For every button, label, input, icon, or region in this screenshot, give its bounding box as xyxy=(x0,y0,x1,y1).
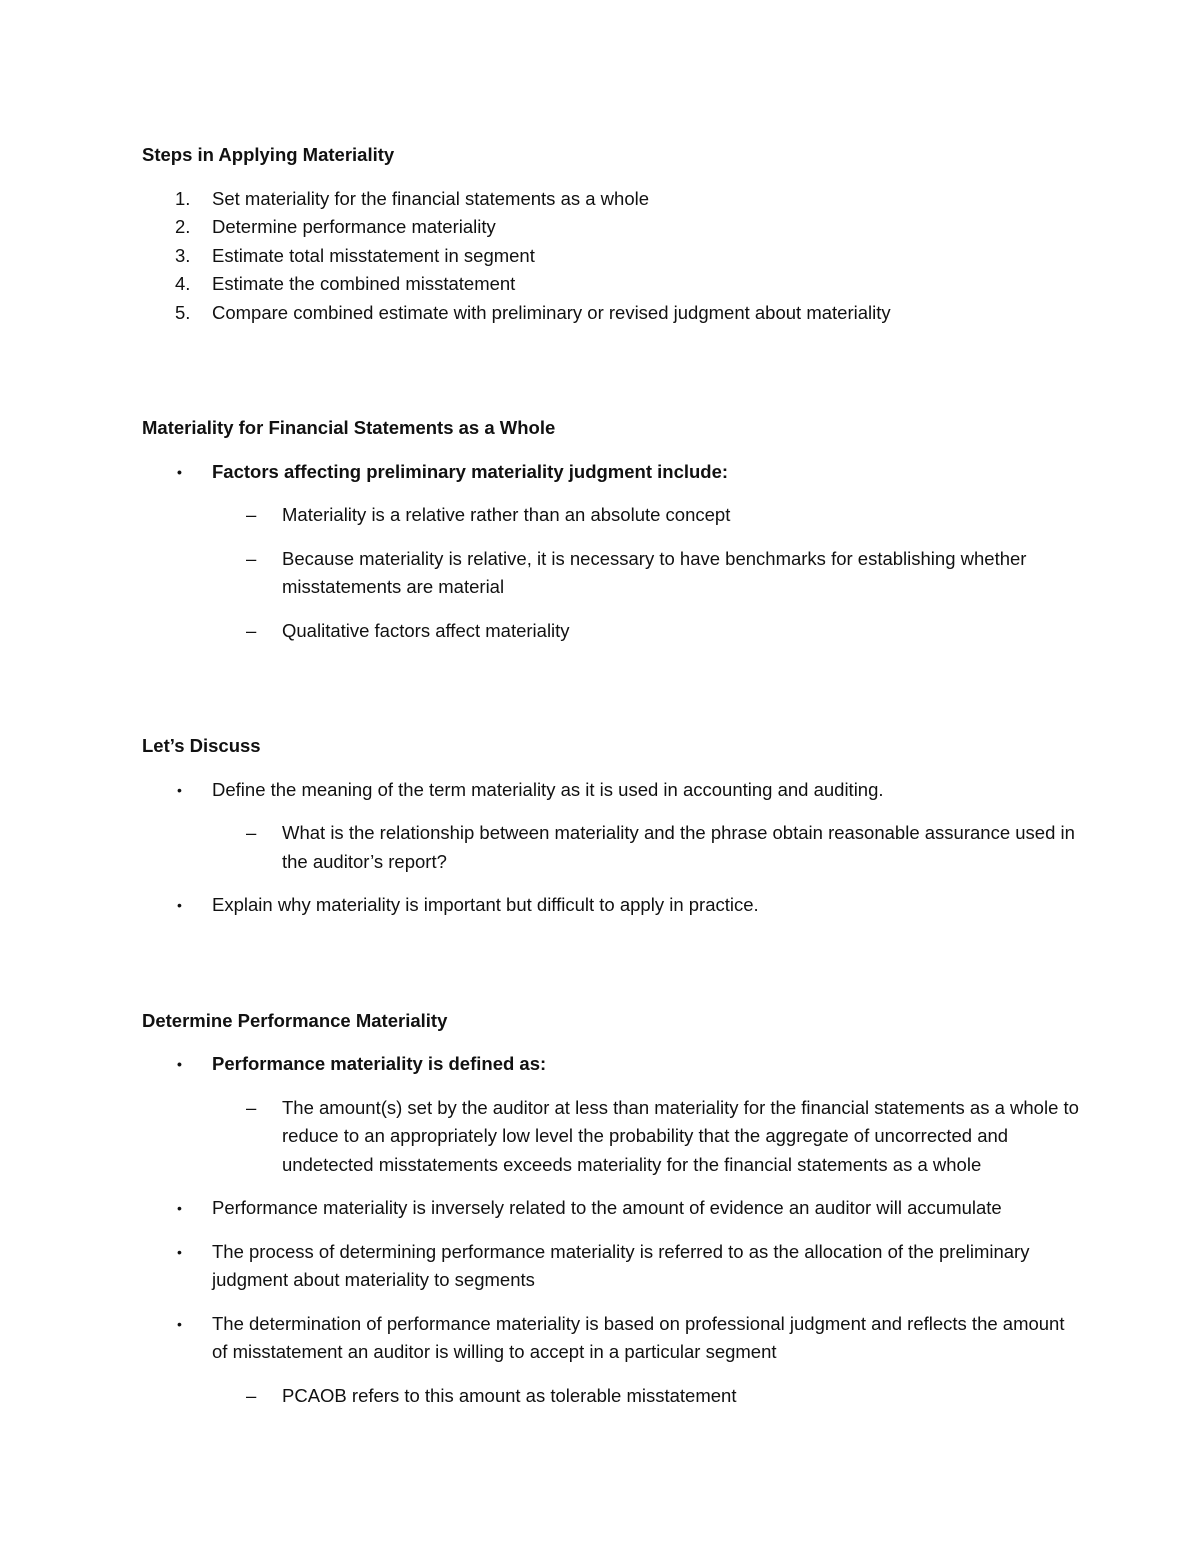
dash-marker: – xyxy=(246,1384,257,1406)
bullet-item xyxy=(142,1310,1082,1367)
list-item-text: Estimate the combined misstatement xyxy=(212,273,516,294)
bullet-list xyxy=(142,776,1082,805)
bullet-text: Define the meaning of the term materiality as it is used in accounting and auditing. xyxy=(212,778,884,800)
list-item-text: Set materiality for the financial statements as a whole xyxy=(212,187,650,209)
list-number: 2. xyxy=(175,216,191,237)
bullet-item xyxy=(142,776,1082,805)
dash-text: What is the relationship between materiality and the phrase obtain reasonable assurance used in the auditor’s report? xyxy=(282,822,1075,872)
dash-list xyxy=(142,819,1082,876)
bullet-marker: • xyxy=(177,1315,182,1332)
section-heading: Let’s Discuss xyxy=(142,735,261,756)
bullet-text: The determination of performance materiality is based on professional judgment and reflects the amount of misstatement an auditor is willing to accept in a particular segment xyxy=(212,1312,1065,1362)
list-number: 1. xyxy=(175,187,191,209)
dash-item xyxy=(142,819,1082,876)
dash-text: Materiality is a relative rather than an absolute concept xyxy=(282,504,731,525)
section-determine-performance-materiality xyxy=(142,1007,1082,1411)
list-number: 5. xyxy=(175,301,191,323)
bullet-marker: • xyxy=(177,1243,182,1260)
dash-item xyxy=(142,545,1082,602)
section-steps-in-applying-materiality xyxy=(142,141,1082,327)
dash-item xyxy=(142,617,1082,646)
bullet-text: Performance materiality is inversely related to the amount of evidence an auditor will accumulate xyxy=(212,1197,1002,1218)
bullet-list xyxy=(142,458,1082,487)
bullet-text: Performance materiality is defined as: xyxy=(212,1053,547,1074)
bullet-item xyxy=(142,1050,1082,1079)
bullet-marker: • xyxy=(177,897,182,913)
dash-item xyxy=(142,1094,1082,1180)
dash-marker: – xyxy=(246,1096,257,1118)
list-item xyxy=(142,299,1082,328)
bullet-item xyxy=(142,891,1082,920)
numbered-list xyxy=(142,185,1082,328)
dash-list xyxy=(142,1094,1082,1180)
bullet-text: Factors affecting preliminary materiality judgment include: xyxy=(212,460,729,482)
list-number: 3. xyxy=(175,244,191,266)
list-item-text: Compare combined estimate with preliminary or revised judgment about materiality xyxy=(212,301,891,323)
dash-list xyxy=(142,501,1082,645)
dash-text: PCAOB refers to this amount as tolerable misstatement xyxy=(282,1384,737,1406)
section-heading: Determine Performance Materiality xyxy=(142,1009,448,1031)
section-lets-discuss xyxy=(142,732,1082,920)
dash-marker: – xyxy=(246,822,257,843)
section-heading: Steps in Applying Materiality xyxy=(142,144,395,165)
list-number: 4. xyxy=(175,273,191,294)
bullet-text: The process of determining performance materiality is referred to as the allocation of the preliminary judgment about materiality to segments xyxy=(212,1240,1030,1290)
dash-marker: – xyxy=(246,547,257,569)
list-item-text: Determine performance materiality xyxy=(212,216,496,237)
list-item xyxy=(142,270,1082,299)
section-materiality-for-financial-statements xyxy=(142,414,1082,645)
list-item xyxy=(142,185,1082,214)
dash-item xyxy=(142,501,1082,530)
bullet-marker: • xyxy=(177,1056,182,1072)
bullet-item xyxy=(142,458,1082,487)
dash-marker: – xyxy=(246,504,257,525)
bullet-marker: • xyxy=(177,1200,182,1216)
dash-text: Qualitative factors affect materiality xyxy=(282,619,570,641)
dash-list xyxy=(142,1382,1082,1411)
bullet-text: Explain why materiality is important but difficult to apply in practice. xyxy=(212,894,759,915)
document-content xyxy=(142,141,1082,1454)
bullet-item xyxy=(142,1238,1082,1295)
bullet-list xyxy=(142,891,1082,920)
list-item xyxy=(142,213,1082,242)
dash-text: The amount(s) set by the auditor at less than materiality for the financial statements as a whole to reduce to an appropriately low level the probability that the aggregate of uncorrected and undetected misstatements exceeds materiality for the financial statements as a whole xyxy=(282,1096,1079,1175)
list-item-text: Estimate total misstatement in segment xyxy=(212,244,535,266)
bullet-marker: • xyxy=(177,781,182,798)
bullet-list xyxy=(142,1050,1082,1079)
bullet-item xyxy=(142,1194,1082,1223)
bullet-list xyxy=(142,1194,1082,1367)
bullet-marker: • xyxy=(177,463,182,480)
dash-item xyxy=(142,1382,1082,1411)
list-item xyxy=(142,242,1082,271)
dash-text: Because materiality is relative, it is necessary to have benchmarks for establishing whether misstatements are material xyxy=(282,547,1027,597)
dash-marker: – xyxy=(246,619,257,641)
section-heading: Materiality for Financial Statements as a Whole xyxy=(142,417,556,438)
